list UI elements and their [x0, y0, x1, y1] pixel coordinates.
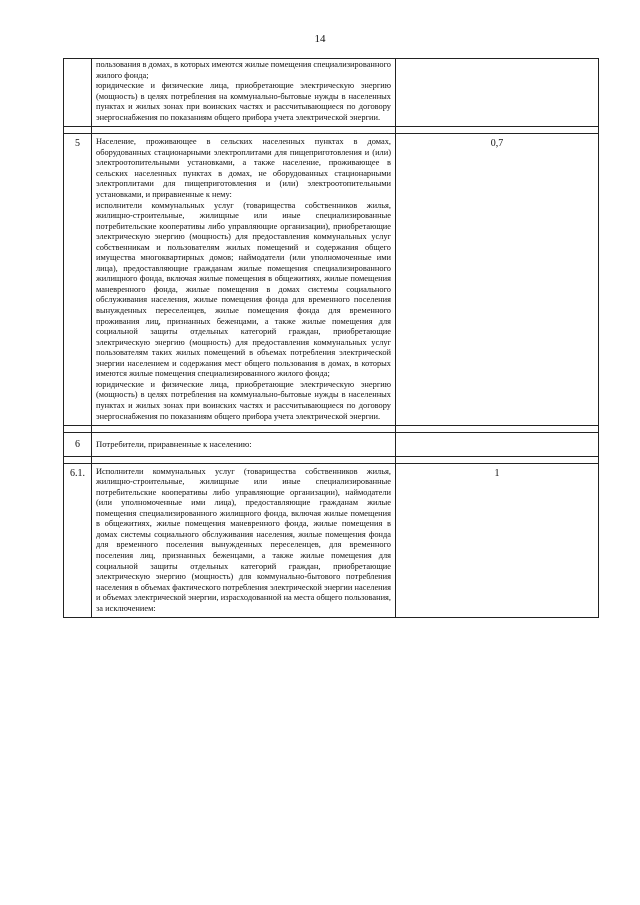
table-spacer: [64, 127, 599, 134]
table-row-6-1: [64, 463, 599, 618]
row-description: [92, 134, 396, 426]
row-number: 6.1.: [64, 463, 92, 618]
row-number: 6: [64, 433, 92, 457]
tariff-table: [63, 58, 599, 618]
table-spacer: [64, 426, 599, 433]
row-description: [92, 433, 396, 457]
row-value: [396, 59, 599, 127]
table-spacer: [64, 456, 599, 463]
description-paragraph: Потребители, приравненные к населению:: [96, 439, 252, 450]
row-value: 0,7: [396, 134, 599, 426]
description-paragraph: юридические и физические лица, приобретающие электрическую энергию (мощность) в целях потребления на коммунально-бытовые нужды в населенных пунктах и жилых зонах при воинских частях и рассчитывающиеся по договору энергоснабжения по показаниям общего прибора учета электрической энергии.: [96, 81, 391, 122]
row-description: [92, 463, 396, 618]
row-number: [64, 59, 92, 127]
table-row-6: [64, 433, 599, 457]
description-paragraph: пользования в домах, в которых имеются жилые помещения специализированного жилого фонда;: [96, 60, 391, 80]
table-row-continuation: [64, 59, 599, 127]
row-value: [396, 433, 599, 457]
row-description: [92, 59, 396, 127]
description-paragraph: Население, проживающее в сельских населенных пунктах в домах, оборудованных стационарными электроплитами для пищеприготовления и (или) электроотопительными установками, а также население, проживающее в сельских населенных пунктах в домах, не оборудованных стационарными электроплитами для пищеприготовления и (или) электроотопительными установками, и приравненные к нему:: [96, 137, 391, 200]
description-paragraph: юридические и физические лица, приобретающие электрическую энергию (мощность) в целях потребления на коммунально-бытовые нужды в населенных пунктах и жилых зонах при воинских частях и рассчитывающиеся по договору энергоснабжения по показаниям общего прибора учета электрической энергии.: [96, 379, 391, 421]
description-paragraph: Исполнители коммунальных услуг (товарищества собственников жилья, жилищно-строительные, жилищные или иные специализированные потребительские кооперативы либо управляющие организации), наймодатели (или уполномоченные ими лица), предоставляющие гражданам жилые помещения специализированного жилищного фонда, включая жилые помещения в общежитиях, жилые помещения маневренного фонда, жилые помещения в домах системы социального обслуживания населения, жилые помещения фонда для временного поселения вынужденных переселенцев, для временного поселения лиц, признанных беженцами, а также жилые помещения для социальной защиты отдельных категорий граждан, приобретающие электрическую энергию (мощность) для коммунально-бытового потребления населения в объемах фактического потребления электрической энергии населения и объемах электрической энергии, израсходованной на места общего пользования, за исключением:: [96, 466, 391, 613]
row-value: 1: [396, 463, 599, 618]
page-number: 14: [314, 33, 326, 45]
description-paragraph: исполнители коммунальных услуг (товарищества собственников жилья, жилищно-строительные, жилищные или иные специализированные потребительские кооперативы либо управляющие организации), приобретающие электрическую энергию (мощность) для предоставления коммунальных услуг собственникам и пользователям жилых помещений и содержания общего имущества многоквартирных домов; наймодатели (или уполномоченные ими лица), предоставляющие гражданам жилые помещения специализированного жилищного фонда, включая жилые помещения в общежитиях, жилые помещения маневренного фонда, жилые помещения в домах системы социального обслуживания населения, жилые помещения фонда для временного поселения вынужденных переселенцев, жилые помещения фонда для временного проживания лиц, признанных беженцами, а также жилые помещения для социальной защиты отдельных категорий граждан, приобретающие электрическую энергию (мощность) для предоставления коммунальных услуг пользователям таких жилых помещений в объемах потребления электрической энергии населением и содержания мест общего пользования в домах, в которых имеются жилые помещения специализированного жилого фонда;: [96, 200, 391, 379]
table-row-5: [64, 134, 599, 426]
row-number: 5: [64, 134, 92, 426]
